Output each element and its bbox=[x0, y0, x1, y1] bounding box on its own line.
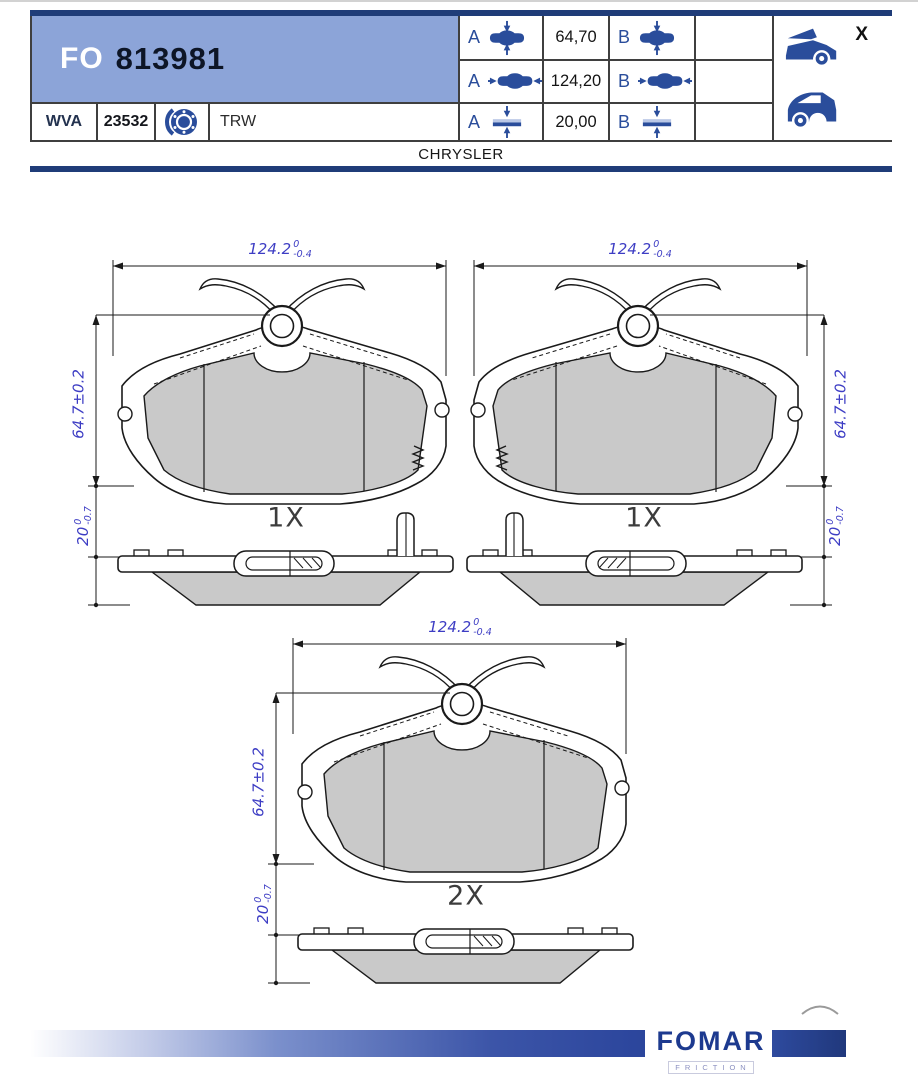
header-bottom-bar bbox=[30, 166, 892, 172]
spec-a-height-cell bbox=[460, 16, 544, 61]
part-number: 813981 bbox=[115, 41, 226, 76]
pad-width-icon bbox=[638, 73, 692, 90]
car-front-axle-icon bbox=[784, 24, 842, 68]
spec-b-height-cell bbox=[610, 16, 696, 61]
width-dimension-label: 124.2 0 -0.4 bbox=[608, 239, 672, 260]
manufacturer: CHRYSLER bbox=[418, 145, 504, 163]
pad-width-icon bbox=[488, 73, 542, 90]
spec-a-thickness-value: 20,00 bbox=[544, 104, 610, 140]
spec-b-thickness-value bbox=[696, 104, 774, 140]
spec-b-height-value bbox=[696, 16, 774, 61]
pad-thickness-icon bbox=[638, 106, 676, 138]
part-number-cell bbox=[32, 16, 460, 104]
spec-b-width-cell bbox=[610, 61, 696, 104]
a-label: A bbox=[468, 111, 481, 132]
width-dimension-label: 124.2 0 -0.4 bbox=[428, 617, 492, 638]
a-label: A bbox=[468, 27, 481, 47]
pad-height-icon bbox=[488, 20, 526, 56]
pad-drawing-unit-3 bbox=[238, 612, 638, 992]
b-label: B bbox=[618, 111, 631, 132]
b-label: B bbox=[618, 71, 631, 91]
page-top-divider bbox=[0, 0, 918, 2]
brand-prefix: FO bbox=[60, 42, 104, 75]
height-dimension-label: 64.7±0.2 bbox=[831, 369, 850, 439]
pad-technical-drawing bbox=[238, 612, 638, 992]
spec-b-width-value bbox=[696, 61, 774, 104]
pad-drawing-unit-1 bbox=[58, 234, 458, 614]
quantity-label: 1X bbox=[625, 502, 663, 534]
quantity-label: 1X bbox=[267, 502, 305, 534]
b-label: B bbox=[618, 27, 631, 47]
pad-height-icon bbox=[638, 20, 676, 56]
spec-a-width-cell bbox=[460, 61, 544, 104]
spec-a-height-value: 64,70 bbox=[544, 16, 610, 61]
footer-right-bar bbox=[772, 1030, 846, 1057]
logo-subtext: FRICTION bbox=[668, 1061, 753, 1074]
width-dimension-label: 124.2 0 -0.4 bbox=[248, 239, 312, 260]
footer-curve-mark bbox=[800, 1003, 840, 1017]
logo-text: FOMAR bbox=[656, 1026, 766, 1056]
a-label: A bbox=[468, 71, 481, 91]
spec-a-thickness-cell bbox=[460, 104, 544, 140]
height-dimension-label: 64.7±0.2 bbox=[249, 747, 268, 817]
brake-disc-icon bbox=[156, 104, 210, 140]
wva-row bbox=[32, 104, 460, 140]
footer-gradient-bar bbox=[30, 1030, 645, 1057]
header-table bbox=[30, 10, 892, 172]
pad-technical-drawing bbox=[462, 234, 862, 614]
thickness-dimension-label: 20 0 -0.7 bbox=[825, 506, 846, 546]
wva-number: 23532 bbox=[98, 104, 156, 140]
axle-cell bbox=[774, 16, 892, 140]
spec-b-thickness-cell bbox=[610, 104, 696, 140]
brand-logo bbox=[651, 1026, 771, 1075]
thickness-dimension-label: 20 0 -0.7 bbox=[73, 506, 94, 546]
cross-brand: TRW bbox=[220, 113, 257, 130]
height-dimension-label: 64.7±0.2 bbox=[69, 369, 88, 439]
thickness-dimension-label: 20 0 -0.7 bbox=[253, 884, 274, 924]
pad-thickness-icon bbox=[488, 106, 526, 138]
quantity-label: 2X bbox=[447, 880, 485, 912]
wva-label: WVA bbox=[32, 104, 98, 140]
car-rear-axle-icon bbox=[784, 86, 842, 130]
pad-technical-drawing bbox=[58, 234, 458, 614]
spec-a-width-value: 124,20 bbox=[544, 61, 610, 104]
front-axle-marker: X bbox=[855, 24, 868, 45]
pad-drawing-unit-2 bbox=[462, 234, 862, 614]
